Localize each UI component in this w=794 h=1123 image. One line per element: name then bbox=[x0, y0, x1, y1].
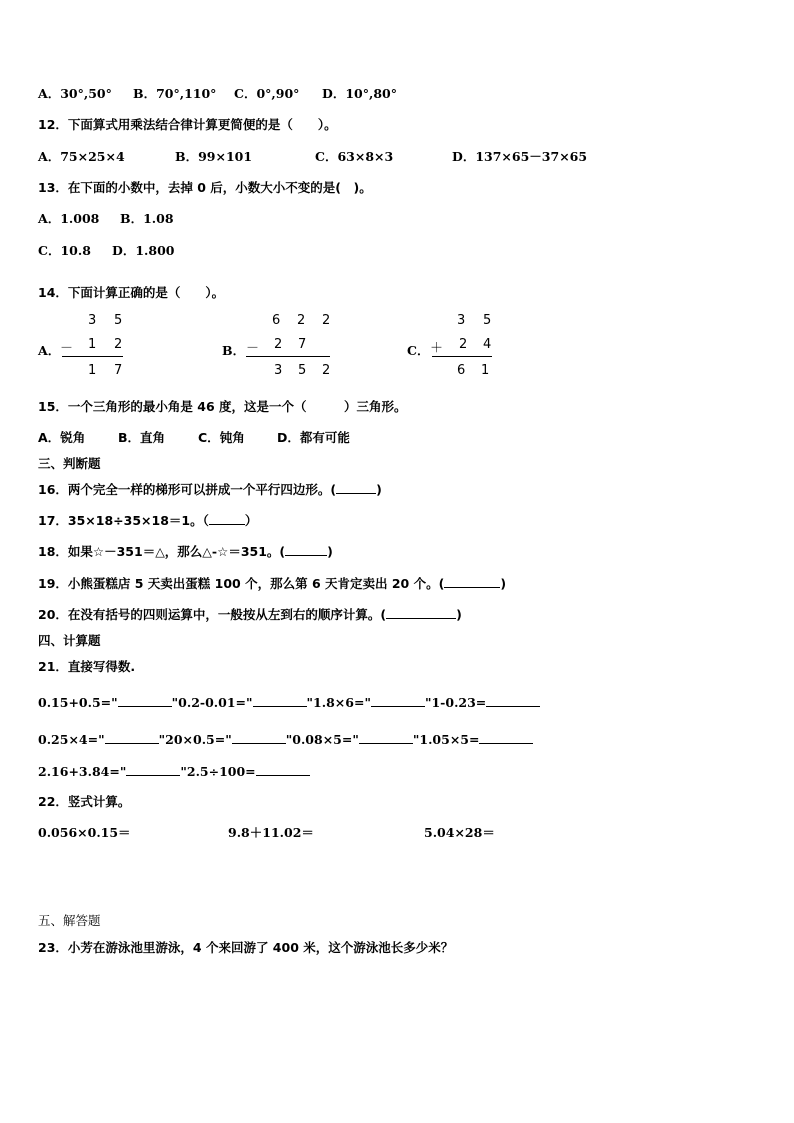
q12-option-a: A．75×25×4 bbox=[38, 149, 125, 164]
q11-option-a: A．30°,50° bbox=[38, 86, 112, 101]
q14-c-top-2: 5 bbox=[483, 313, 492, 328]
q14-c-res-1: 6 bbox=[457, 363, 466, 378]
q14-option-b-label: B． bbox=[222, 343, 246, 358]
q21-r1-item-4: "1-0.23= bbox=[424, 695, 487, 710]
q14-b-res-3: 2 bbox=[322, 363, 331, 378]
section-3-heading: 三、判断题 bbox=[38, 456, 101, 471]
q18-answer-blank[interactable] bbox=[285, 543, 327, 556]
q12-option-d: D．137×65－37×65 bbox=[452, 149, 588, 164]
q14-c-top-1: 3 bbox=[457, 313, 466, 328]
q12-option-b: B．99×101 bbox=[175, 149, 253, 164]
q18: 18．如果☆－351＝△，那么△-☆＝351。( ) bbox=[38, 544, 333, 559]
q21-r3-blank-2[interactable] bbox=[256, 763, 310, 776]
q14-b-top-3: 2 bbox=[322, 313, 331, 328]
q21-r2-item-1: 0.25×4=" bbox=[38, 732, 105, 747]
q21-r2-blank-3[interactable] bbox=[359, 731, 413, 744]
q12-stem: 12．下面算式用乘法结合律计算更简便的是（ ）。 bbox=[38, 117, 337, 132]
q14-a-op: － bbox=[60, 341, 74, 356]
q21-r3-item-2: "2.5÷100= bbox=[180, 764, 256, 779]
q14-c-mid-1: 2 bbox=[459, 337, 468, 352]
q12-option-c: C．63×8×3 bbox=[315, 149, 394, 164]
q14-b-line bbox=[246, 356, 330, 357]
q22-item-2: 9.8＋11.02＝ bbox=[228, 825, 314, 840]
q14-b-op: － bbox=[246, 341, 260, 356]
q15-stem: 15．一个三角形的最小角是 46 度，这是一个（ ）三角形。 bbox=[38, 399, 407, 414]
q21-r1-item-1: 0.15+0.5=" bbox=[38, 695, 118, 710]
q21-r1-blank-2[interactable] bbox=[253, 694, 307, 707]
q21-r2-item-3: "0.08×5=" bbox=[285, 732, 359, 747]
q14-b-top-1: 6 bbox=[272, 313, 281, 328]
q16: 16．两个完全一样的梯形可以拼成一个平行四边形。( ) bbox=[38, 482, 382, 497]
q13-stem: 13．在下面的小数中，去掉 0 后，小数大小不变的是( )。 bbox=[38, 180, 372, 195]
q15-option-c: C．钝角 bbox=[198, 430, 245, 445]
section-4-heading: 四、计算题 bbox=[38, 633, 101, 648]
q13-option-a: A．1.008 bbox=[38, 211, 100, 226]
q13-option-b: B．1.08 bbox=[120, 211, 174, 226]
q14-option-a-label: A． bbox=[38, 343, 61, 358]
q11-option-d: D．10°,80° bbox=[322, 86, 397, 101]
q14-a-mid-2: 2 bbox=[114, 337, 123, 352]
q11-option-b: B．70°,110° bbox=[133, 86, 217, 101]
q14-b-mid-1: 2 bbox=[274, 337, 283, 352]
q14-c-res-2: 1 bbox=[481, 363, 490, 378]
q14-c-line bbox=[432, 356, 492, 357]
q20-answer-blank[interactable] bbox=[386, 606, 456, 619]
section-5-heading: 五、解答题 bbox=[38, 913, 101, 928]
q21-r1-item-3: "1.8×6=" bbox=[306, 695, 371, 710]
q19-answer-blank[interactable] bbox=[444, 575, 500, 588]
q15-option-b: B．直角 bbox=[118, 430, 166, 445]
q22-item-3: 5.04×28＝ bbox=[424, 825, 495, 840]
q14-a-res-1: 1 bbox=[88, 363, 97, 378]
q14-c-op: ＋ bbox=[430, 341, 444, 356]
q21-r2-blank-1[interactable] bbox=[105, 731, 159, 744]
q11-option-c: C．0°,90° bbox=[234, 86, 300, 101]
q15-option-d: D．都有可能 bbox=[277, 430, 350, 445]
q14-a-mid-1: 1 bbox=[88, 337, 97, 352]
q13-option-d: D．1.800 bbox=[112, 243, 175, 258]
q21-r2-item-4: "1.05×5= bbox=[412, 732, 480, 747]
q14-a-line bbox=[62, 356, 123, 357]
q14-b-res-2: 5 bbox=[298, 363, 307, 378]
q14-stem: 14．下面计算正确的是（ ）。 bbox=[38, 285, 225, 300]
q14-a-res-2: 7 bbox=[114, 363, 123, 378]
q14-a-top-2: 5 bbox=[114, 313, 123, 328]
q22-item-1: 0.056×0.15＝ bbox=[38, 825, 131, 840]
q16-answer-blank[interactable] bbox=[336, 481, 376, 494]
q21-r1-blank-4[interactable] bbox=[486, 694, 540, 707]
q20: 20．在没有括号的四则运算中，一般按从左到右的顺序计算。( ) bbox=[38, 607, 462, 622]
q15-option-a: A．锐角 bbox=[38, 430, 86, 445]
q19: 19．小熊蛋糕店 5 天卖出蛋糕 100 个，那么第 6 天肯定卖出 20 个。( ) bbox=[38, 576, 507, 591]
q14-b-top-2: 2 bbox=[297, 313, 306, 328]
q21-r1-blank-1[interactable] bbox=[118, 694, 172, 707]
q21-row-3 bbox=[38, 763, 310, 779]
q14-b-mid-2: 7 bbox=[298, 337, 307, 352]
q21-r2-blank-4[interactable] bbox=[479, 731, 533, 744]
q13-option-c: C．10.8 bbox=[38, 243, 91, 258]
q21-r2-item-2: "20×0.5=" bbox=[158, 732, 232, 747]
q22-stem: 22．竖式计算。 bbox=[38, 794, 131, 809]
q21-r3-blank-1[interactable] bbox=[126, 763, 180, 776]
q21-r2-blank-2[interactable] bbox=[232, 731, 286, 744]
q21-stem: 21．直接写得数. bbox=[38, 659, 136, 674]
q17: 17．35×18÷35×18＝1。（ ） bbox=[38, 513, 258, 528]
q21-r1-blank-3[interactable] bbox=[371, 694, 425, 707]
q14-a-top-1: 3 bbox=[88, 313, 97, 328]
q21-row-2 bbox=[38, 731, 533, 747]
q14-option-c-label: C． bbox=[407, 343, 430, 358]
q17-answer-blank[interactable] bbox=[209, 512, 245, 525]
q14-c-mid-2: 4 bbox=[483, 337, 492, 352]
q21-r1-item-2: "0.2-0.01=" bbox=[171, 695, 253, 710]
q21-r3-item-1: 2.16+3.84=" bbox=[38, 764, 127, 779]
q21-row-1 bbox=[38, 694, 540, 710]
q23: 23．小芳在游泳池里游泳，4 个来回游了 400 米，这个游泳池长多少米？ bbox=[38, 940, 454, 955]
q14-b-res-1: 3 bbox=[274, 363, 283, 378]
